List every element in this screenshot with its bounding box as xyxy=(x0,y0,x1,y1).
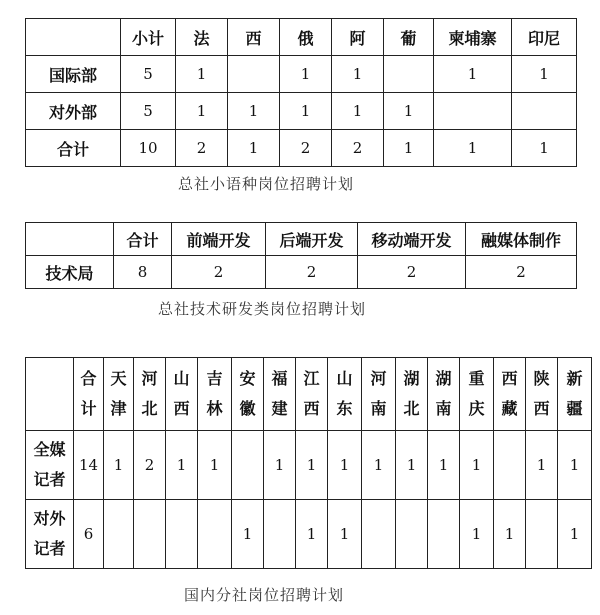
table-cell xyxy=(512,93,577,130)
col-header: 融媒体制作 xyxy=(466,223,577,256)
table-caption: 总社技术研发类岗位招聘计划 xyxy=(158,300,367,318)
col-header: 阿 xyxy=(332,19,384,56)
col-header: 江 西 xyxy=(296,358,328,431)
table-cell: 1 xyxy=(332,93,384,130)
col-header: 西 xyxy=(228,19,280,56)
table-row xyxy=(26,256,577,289)
table-cell xyxy=(362,500,396,569)
table-row-total xyxy=(26,130,577,167)
corner-cell xyxy=(26,223,114,256)
table-cell: 2 xyxy=(176,130,228,167)
table-cell: 1 xyxy=(558,500,592,569)
table-cell: 2 xyxy=(358,256,466,289)
col-header: 法 xyxy=(176,19,228,56)
table-cell: 2 xyxy=(134,431,166,500)
row-label: 对外部 xyxy=(26,93,121,130)
table-row xyxy=(26,431,592,500)
table-cell xyxy=(428,500,460,569)
col-header: 合 计 xyxy=(74,358,104,431)
row-label: 国际部 xyxy=(26,56,121,93)
col-header: 后端开发 xyxy=(266,223,358,256)
corner-cell xyxy=(26,358,74,431)
table-cell: 2 xyxy=(280,130,332,167)
table-cell: 1 xyxy=(434,130,512,167)
table-caption: 总社小语种岗位招聘计划 xyxy=(178,175,355,193)
table-cell: 1 xyxy=(328,500,362,569)
col-header: 河 南 xyxy=(362,358,396,431)
table-cell: 8 xyxy=(114,256,172,289)
table-cell: 2 xyxy=(466,256,577,289)
table-cell: 1 xyxy=(296,500,328,569)
table-cell xyxy=(494,431,526,500)
table-cell: 1 xyxy=(558,431,592,500)
table-cell: 1 xyxy=(232,500,264,569)
table-cell: 1 xyxy=(494,500,526,569)
table-cell xyxy=(228,56,280,93)
table-row xyxy=(26,93,577,130)
table-cell: 2 xyxy=(172,256,266,289)
table-cell xyxy=(264,500,296,569)
col-header: 山 西 xyxy=(166,358,198,431)
table-caption: 国内分社岗位招聘计划 xyxy=(184,586,345,604)
table-cell: 1 xyxy=(280,56,332,93)
table-cell: 1 xyxy=(176,56,228,93)
table-cell: 1 xyxy=(434,56,512,93)
col-header: 合计 xyxy=(114,223,172,256)
col-header: 湖 北 xyxy=(396,358,428,431)
col-header: 小计 xyxy=(121,19,176,56)
table-cell xyxy=(434,93,512,130)
row-label: 全媒 记者 xyxy=(26,431,74,500)
tech-rd-table xyxy=(25,222,577,289)
small-language-table xyxy=(25,18,577,167)
col-header: 山 东 xyxy=(328,358,362,431)
table-cell: 14 xyxy=(74,431,104,500)
row-label: 合计 xyxy=(26,130,121,167)
table-row xyxy=(26,56,577,93)
table-cell: 5 xyxy=(121,93,176,130)
table-cell: 1 xyxy=(264,431,296,500)
table-cell: 2 xyxy=(266,256,358,289)
table-cell: 5 xyxy=(121,56,176,93)
table-cell: 1 xyxy=(428,431,460,500)
table-cell xyxy=(198,500,232,569)
col-header: 俄 xyxy=(280,19,332,56)
table-cell: 1 xyxy=(332,56,384,93)
col-header: 湖 南 xyxy=(428,358,460,431)
table-cell: 1 xyxy=(362,431,396,500)
table-cell: 1 xyxy=(396,431,428,500)
table-header-row xyxy=(26,358,592,431)
table-cell: 1 xyxy=(460,431,494,500)
table-header-row xyxy=(26,19,577,56)
table-cell: 1 xyxy=(280,93,332,130)
col-header: 河 北 xyxy=(134,358,166,431)
col-header: 新 疆 xyxy=(558,358,592,431)
table-cell: 1 xyxy=(176,93,228,130)
col-header: 前端开发 xyxy=(172,223,266,256)
table-cell xyxy=(396,500,428,569)
col-header: 移动端开发 xyxy=(358,223,466,256)
table-header-row xyxy=(26,223,577,256)
col-header: 天 津 xyxy=(104,358,134,431)
table-cell xyxy=(384,56,434,93)
corner-cell xyxy=(26,19,121,56)
col-header: 安 徽 xyxy=(232,358,264,431)
domestic-branch-table xyxy=(25,357,592,569)
table-cell: 1 xyxy=(328,431,362,500)
col-header: 重 庆 xyxy=(460,358,494,431)
table-cell: 1 xyxy=(296,431,328,500)
row-label: 技术局 xyxy=(26,256,114,289)
table-cell: 1 xyxy=(512,130,577,167)
table-cell: 1 xyxy=(198,431,232,500)
table-cell: 1 xyxy=(166,431,198,500)
col-header: 葡 xyxy=(384,19,434,56)
table-cell: 1 xyxy=(228,93,280,130)
table-cell xyxy=(526,500,558,569)
table-row xyxy=(26,500,592,569)
row-label: 对外 记者 xyxy=(26,500,74,569)
col-header: 福 建 xyxy=(264,358,296,431)
table-cell xyxy=(232,431,264,500)
col-header: 陕 西 xyxy=(526,358,558,431)
col-header: 西 藏 xyxy=(494,358,526,431)
table-cell: 1 xyxy=(460,500,494,569)
table-cell xyxy=(104,500,134,569)
table-cell xyxy=(134,500,166,569)
table-cell: 1 xyxy=(384,130,434,167)
col-header: 印尼 xyxy=(512,19,577,56)
col-header: 柬埔寨 xyxy=(434,19,512,56)
table-cell: 1 xyxy=(526,431,558,500)
table-cell: 1 xyxy=(228,130,280,167)
table-cell: 10 xyxy=(121,130,176,167)
table-cell: 2 xyxy=(332,130,384,167)
table-cell: 1 xyxy=(384,93,434,130)
table-cell: 1 xyxy=(512,56,577,93)
table-cell xyxy=(166,500,198,569)
table-cell: 1 xyxy=(104,431,134,500)
col-header: 吉 林 xyxy=(198,358,232,431)
table-cell: 6 xyxy=(74,500,104,569)
